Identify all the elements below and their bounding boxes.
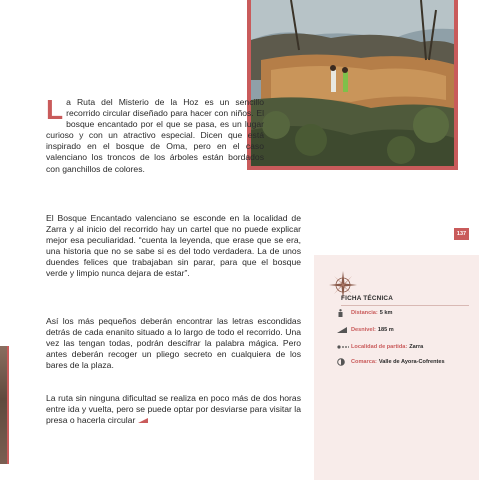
slope-icon (337, 325, 351, 335)
ficha-value: Valle de Ayora-Cofrentes (378, 359, 445, 365)
paragraph-bosque: El Bosque Encantado valenciano se esconde en la localidad de Zarra y al inicio del recorrido hay un cartel que no puede explicar mejor esa peculiaridad. “cuenta la leyenda, que erase que se era, una historia que no se sabe si es del todo verdadera. La de unos duendes felices que trabajaban sin parar, para que el bosque verde y limpio nunca dejara de estar”. (46, 213, 301, 279)
ficha-value: Zarra (409, 344, 424, 350)
page-number: 137 (454, 228, 469, 240)
region-icon (337, 357, 351, 367)
ficha-label: Comarca: (351, 359, 377, 365)
ficha-value: 185 m (377, 327, 394, 333)
ficha-divider (341, 305, 469, 306)
ficha-row-desnivel (337, 325, 394, 335)
paragraph-enanitos: Así los más pequeños deberán encontrar las letras escondidas detrás de cada enanito situado a lo largo de todo el recorrido. Una vez las tengan todas, podrán descifrar la palabra mágica. Pero antes deberán recoger un pliego secreto en cualquiera de los bares de la plaza. (46, 316, 301, 371)
end-mark-icon (138, 418, 148, 423)
ficha-row-comarca (337, 357, 445, 367)
start-point-icon (337, 342, 351, 352)
ficha-row-localidad (337, 342, 423, 352)
ficha-label: Desnivel: (351, 327, 376, 333)
paragraph-intro (46, 94, 264, 175)
ficha-row-distancia (337, 308, 392, 318)
paragraph-intro-text: a Ruta del Misterio de la Hoz es un sencillo recorrido circular diseñado para hacer con niños. El bosque encantado por el que se pasa, es un lugar curioso y con un atractivo especial. Dicen que está inspirado en el bosque de Oma, pero en el caso valenciano los troncos de los árboles están bordados con ganchillos de colores. (46, 97, 264, 174)
ficha-title: FICHA TÉCNICA (341, 295, 394, 302)
ficha-label: Distancia: (351, 310, 378, 316)
ficha-value: 5 km (379, 310, 393, 316)
hiker-icon (337, 308, 351, 318)
trail-photo (247, 0, 458, 170)
paragraph-ruta (46, 393, 301, 426)
ficha-label: Localidad de partida: (351, 344, 408, 350)
rock-shelter-illustration (251, 0, 458, 170)
left-photo-edge (0, 346, 9, 464)
paragraph-ruta-text: La ruta sin ninguna dificultad se realiza en poco más de dos horas entre ida y vuelta, pero se puede optar por desviarse para visitar la presa o hacerla circular (46, 393, 301, 426)
drop-cap: L (46, 94, 64, 125)
